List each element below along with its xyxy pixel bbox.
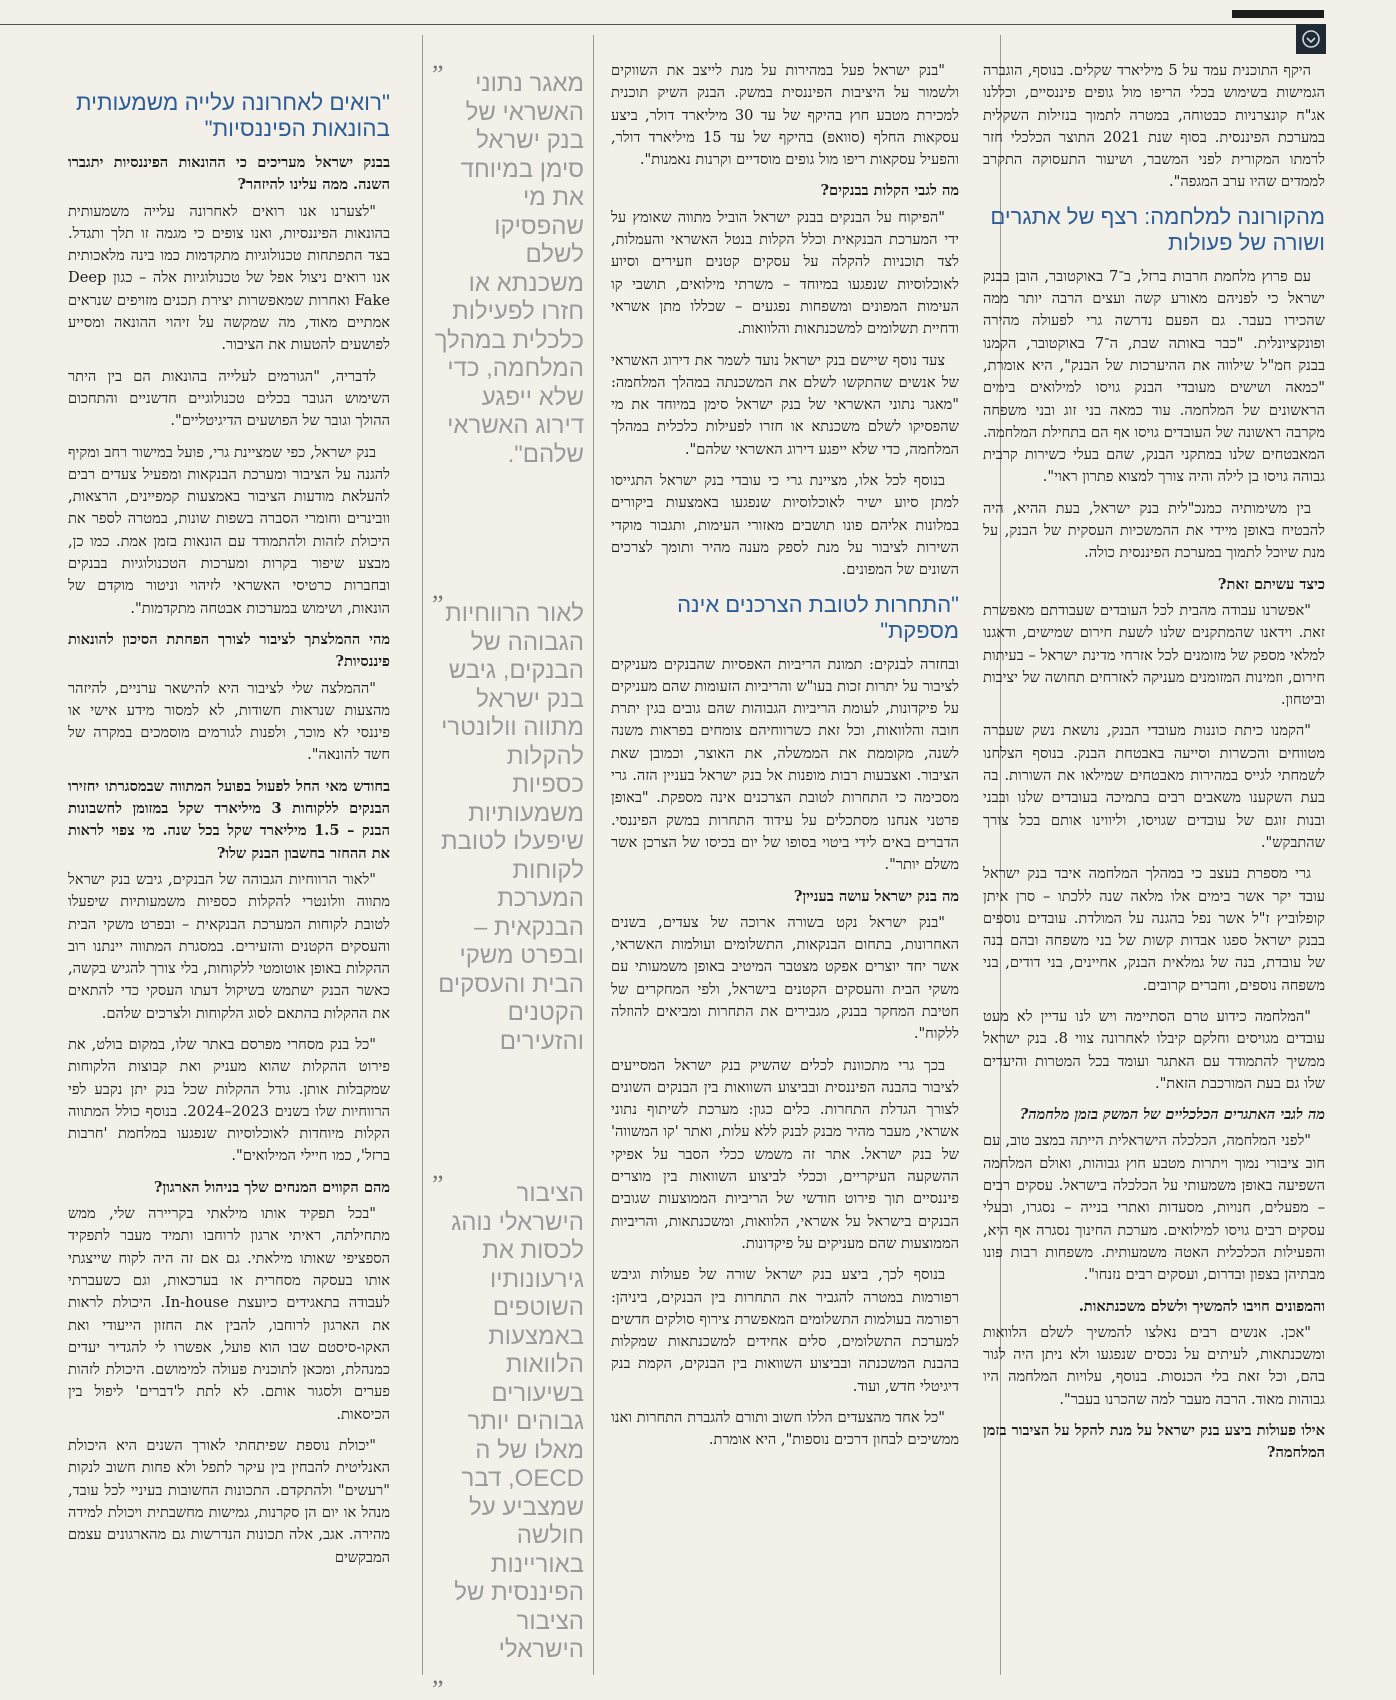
paragraph: "בכל תפקיד אותו מילאתי בקריירה שלי, ממש מתחילתה, ראיתי ארגון לרוחבו ותמיד מעבר לתפקיד הספציפי שאותו מילאתי. גם אם זה היה לקוח שייצגתי אותו בעסקה מסחרית או בערכאות, וגם כשעברתי לעבודה בתאגידים כיועצת In-house. היכולת לראות את הארגון לרוחבו, להבין את החזון הייעודי ואת האקו-סיסטם שבו הוא פועל, אפשרו לי להגדיר יעדים כמנהלת, ומכאן לתוכנית פעולה למימושם. היכולת לזהות פערים ולסגור אותם. לא לתת ל'דברים' ליפול בין הכיסאות. — [68, 1205, 390, 1423]
section-heading: "התחרות לטובת הצרכנים אינה מספקת" — [677, 591, 959, 643]
pull-quote-3 — [432, 1155, 584, 1689]
paragraph: "הקמנו כיתת כוננות מעובדי הבנק, נושאת נשק שעברה מטווחים והכשרות וסייעה באבטחת הבנק. בנוסף הצלחנו לשמחתי לגייס במהירות מאבטחים שמילאו את השורות. בה בעת השקענו משאבים רבים בתמיכה בעובדים שלנו ובבני ובנות זוגם של עובדים שגויסו, וליווינו אותם בכל צורך שהתבקש". — [983, 722, 1325, 851]
interview-question: מהי ההמלצתך לציבור לצורך הפחתת הסיכון להונאות פיננסיות? — [68, 630, 390, 671]
paragraph: בנוסף לכך, ביצע בנק ישראל שורה של פעולות וגיבש רפורמות במטרה להגביר את התחרות בין הבנקים, ביניהן: רפורמה בעולמות התשלומים המאפשרת צירוף סולקים חדשים למערכת התשלומים, סלים אחידים למשכנתאות שמקלות בהבנת המשכנתה ובביצוע השוואות בין הבנקים, הקמת בנק דיגיטלי חדש, ועוד. — [611, 1266, 959, 1395]
paragraph: "לאור הרווחיות הגבוהה של הבנקים, גיבש בנק ישראל מתווה וולונטרי להקלות כספיות משמעותיות שיפעלו לטובת לקוחות המערכת הבנקאית – ובפרט משקי הבית והעסקים הקטנים והזעירים. במסגרת המתווה יינתנו רוב ההקלות באופן אוטומטי ללקוחות, בלי צורך להגיש בקשה, כאשר הבנק ישתמש בשיקול דעתו העסקי כדי להתאים את ההקלות בהתאם לסוג הלקוחות ולצרכים שלהם. — [68, 870, 390, 1022]
pull-quote-2 — [432, 575, 584, 1056]
paragraph: בנק ישראל, כפי שמציינת גרי, פועל במישור רחב ומקיף להגנה על הציבור ומערכת הבנקאות ומפעיל צעדים רבים להעלאת מודעות הציבור באמצעות קמפיינים, הרצאות, וובינרים וחומרי הסברה בשפות שונות, במטרה לספר את היכולת לזהות ולהתמודד עם הונאות בזמן אמת. כמו כן, מבצע שיפור בקרות ומערכות הטכנולוגיות בבנקים ובחברות כרטיסי האשראי לזיהוי וניטור מוקדם של הונאות, ושימוש במערכות אבטחה מתקדמות". — [68, 443, 390, 617]
article-column-2 — [611, 60, 959, 1695]
paragraph: "כל אחד מהצעדים הללו חשוב ותורם להגברת התחרות ואנו ממשיכים לבחון דרכים נוספות", היא אומרת. — [611, 1409, 959, 1449]
interview-question: אילו פעולות ביצע בנק ישראל על מנת להקל על הציבור בזמן המלחמה? — [983, 1422, 1325, 1462]
paragraph: לדבריה, "הגורמים לעלייה בהונאות הם בין היתר השימוש הגובר בכלים טכנולוגיים חדשניים והתחכום ההולך וגובר של הפושעים הדיגיטליים". — [68, 367, 390, 430]
paragraph: בנוסף לכל אלו, מציינת גרי כי עובדי בנק ישראל התגייסו למתן סיוע ישיר לאוכלוסיות שנפגעו באמצעות ביקורים במלונות אליהם פונו תושבים מאזורי העימות, ותגבור מוקדי השירות לציבור על מנת לספק מענה מהיר ותומך לצרכים השונים של המפונים. — [611, 472, 959, 579]
article-column-4 — [68, 60, 390, 1695]
paragraph: "הפיקוח על הבנקים בבנק ישראל הוביל מתווה שאומץ על ידי המערכת הבנקאית וכלל הקלות בנטל האשראי והעמלות, לצד תוכניות להקלה על עסקים קטנים וזעירים וסיוע לאוכלוסיות שנפגעו במיוחד – משרתי מילואים, תושבי קו העימות המפונים ומשפחות נפגעים – שכללו מתן אשראי ודחיית תשלומים למשכנתאות והלוואות. — [611, 208, 959, 338]
interview-question: מה לגבי האתגרים הכלכליים של המשק בזמן מלחמה? — [1019, 1106, 1325, 1124]
pull-quote-2-text: לאור הרווחיות הגבוהה של הבנקים, גיבש בנק ישראל מתווה וולונטרי להקלות כספיות משמעותיות שיפעלו לטובת לקוחות המערכת הבנקאית – ובפרט משקי הבית והעסקים הקטנים והזעירים — [438, 600, 584, 1055]
paragraph: צעד נוסף שיישם בנק ישראל נועד לשמר את דירוג האשראי של אנשים שהתקשו לשלם את המשכנתה במהלך המלחמה: "מאגר נתוני האשראי של בנק ישראל סימן במיוחד את מי שהפסיקו לשלם משכנתא או חזרו לפעילות כלכלית במהלך המלחמה, כדי שלא ייפגע דירוג האשראי שלהם". — [611, 351, 959, 458]
paragraph: "אפשרנו עבודה מהבית לכל העובדים שעבודתם מאפשרת זאת. וידאנו שהמתקנים שלנו לשעת חירום שמישים, ודאגנו למלאי מספק של מזומנים לכל אזרחי מדינת ישראל – בעיתות חירום, וזמינות המזומנים מעניקה לאזרחים תחושה של יציבות וביטחון. — [983, 601, 1325, 709]
paragraph: "יכולת נוספת שפיתחתי לאורך השנים היא היכולת האנליטית להבחין בין עיקר לתפל ולא פחות חשוב לנקות "רעשים" ולהתקדם. התכונות החשובות בעיניי לכל עובד, מנהל או יום הן סקרנות, גמישות מחשבתית ויכולת למידה מהירה. אגב, אלה תכונות הנדרשות גם מהארגונים עצמם המבקשים — [68, 1437, 390, 1566]
interview-question: בבנק ישראל מעריכים כי ההונאות הפיננסיות יתגברו השנה. ממה עלינו להיזהר? — [68, 154, 390, 194]
paragraph: בכך גרי מתכוונת לכלים שהשיק בנק ישראל המסייעים לציבור בהבנה הפיננסית ובביצוע השוואות בין הבנקים השונים לצורך הגדלת התחרות. כלים כגון: מערכת לשיתוף נתוני אשראי, מעבר מהיר מבנק לבנק ללא עלות, ואתר 'קו המשווה' של בנק ישראל. אתר זה משמש ככלי הסבר על אפיקי ההשקעה העיקריים, וככלי לביצוע השוואות בין מוצרים פיננסיים תוך פירוט חודשי של הריביות הממוצעות שגובים הבנקים בישראל על אשראי, הלוואות, ומשכנתאות, והריביות הממוצעות שהם מעניקים על פיקדונות. — [611, 1056, 959, 1252]
interview-question: מהם הקווים המנחים שלך בניהול הארגון? — [153, 1178, 390, 1196]
pull-quote-1 — [432, 45, 584, 469]
paragraph: בין משימותיה כמנכ"לית בנק ישראל, בעת ההיא, היה להבטיח באופן מיידי את ההמשכיות העסקית של הבנק, על מנת שיוכל לתמוך במערכת הפיננסית כולה. — [983, 499, 1325, 562]
interview-question: מה בנק ישראל עושה בעניין? — [793, 887, 959, 905]
brand-logo-icon — [1296, 24, 1326, 54]
interview-question: כיצד עשיתם זאת? — [1217, 575, 1325, 593]
quote-mark-icon: „ — [432, 575, 444, 604]
top-rule — [0, 24, 1325, 25]
interview-question: והמפונים חויבו להמשיך ולשלם משכנתאות. — [1078, 1297, 1325, 1315]
pull-quote-1-text: מאגר נתוני האשראי של בנק ישראל סימן במיוחד את מי שהפסיקו לשלם משכנתא או חזרו לפעילות כלכלית במהלך המלחמה, כדי שלא ייפגע דירוג האשראי שלהם". — [434, 70, 584, 468]
quote-mark-icon: „ — [432, 45, 444, 74]
pull-quote-3-text: הציבור הישראלי נוהג לכסות את גירעונותיו השוטפים באמצעות הלוואות בשיעורים גבוהים יותר מאלו של ה OECD, דבר שמצביע על חולשה באוריינות הפיננסית של הציבור הישראלי — [451, 1180, 584, 1663]
section-heading: "רואים לאחרונה עלייה משמעותית בהונאות הפיננסיות" — [76, 90, 390, 141]
paragraph: "לפני המלחמה, הכלכלה הישראלית הייתה במצב טוב, עם חוב ציבורי נמוך ויתרות מטבע חוץ גבוהות, ואולם המלחמה השפיעה באופן משמעותי על הכלכלה בישראל. עסקים רבים – מפעלים, חנויות, מסעדות ואתרי בנייה – נסגרו, ובעלי עסקים רבים גויסו למילואים. מערכת החינוך נסגרה אף היא, והפעילות הכלכלית האטה משמעותית. משפחות רבות פונו מבתיהן בצפון ובדרום, ועסקים רבים נזנחו". — [983, 1132, 1325, 1284]
paragraph: עם פרוץ מלחמת חרבות ברזל, ב־7 באוקטובר, הובן בבנק ישראל כי לפניהם מאורע קשה ועצים הרבה יותר ממה שהכירו בעבר. גם הפעם נדרשה גרי לפעולה מהירה ופונקציונלית. "כבר באותה שבת, ה־7 באוקטובר, הקמנו בבנק חמ"ל שילווה את ההיערכות של הבנק", היא אומרת, "כמאה ושישים מעובדי הבנק גויסו למילואים בימים הראשונים של המלחמה. עוד כמאה בני זוג ובני משפחה מקרבה ראשונה של העובדים גויסו אף הם בתחילת המלחמה. המאבטחים שלנו במתקני הבנק, שהם בעלי כשירות קרבית גבוהה גויסו בן לילה והיה צורך למצוא פתרון ראוי". — [983, 267, 1325, 486]
quote-mark-icon: „ — [432, 1155, 444, 1184]
paragraph: "בנק ישראל נקט בשורה ארוכה של צעדים, בשנים האחרונות, בתחום הבנקאות, התשלומים ועולמות האשראי, אשר יחד יוצרים אפקט מצטבר המיטיב באופן משמעותי עם משקי הבית והעסקים הקטנים בישראל, ולפי המחקרים של חטיבת המחקר בבנק, מגבירים את התחרות ומביאים להוזלה ללקוח". — [611, 913, 959, 1043]
paragraph: "לצערנו אנו רואים לאחרונה עלייה משמעותית בהונאות הפיננסיות, ואנו צופים כי מגמה זו תלך ותגדל. בצד התפתחות טכנולוגיות מתקדמות כמו בינה מלאכותית אנו רואים ניצול אפל של טכנולוגיות אלה – כגון Deep Fake ואחרות שמאפשרות יצירת תכנים מזויפים שנראים אמתיים מאוד, מה שמקשה על זיהוי ההונאה ומסייע לפושעים להטעות את הציבור. — [68, 202, 390, 354]
header-bar — [1232, 10, 1324, 18]
column-divider — [422, 35, 423, 1675]
column-divider — [593, 35, 594, 1675]
paragraph: גרי מספרת בעצב כי במהלך המלחמה איבד בנק ישראל עובד יקר אשר בימים אלו מלאה שנה ללכתו – סרן איתן קופלוביץ ז"ל אשר נפל בהגנה על המולדת. עובדים נוספים בבנק ישראל ספגו אבדות קשות של בני משפחה ובהם בנה של עובדת, בנה של גמלאית הבנק, אחיינים, בני דודים, בני משפחה נוספים, וחברים קרובים. — [983, 865, 1325, 994]
interview-question: בחודש מאי החל לפעול בפועל המתווה שבמסגרתו יחזירו הבנקים ללקוחות 3 מיליארד שקל במזומן לחשבונות הבנק – 1.5 מיליארד שקל בכל שנה. מי צפוי לראות את ההחזר בחשבון הבנק שלו? — [68, 777, 390, 862]
paragraph: "המלחמה כידוע טרם הסתיימה ויש לנו עדיין לא מעט עובדים מגויסים וחלקם קיבלו לאחרונה צווי 8. בנק ישראל ממשיך להתמודד עם האתגר ועומד בכל המטרות והיעדים שלו גם בעת המורכבת הזאת". — [983, 1007, 1325, 1092]
paragraph: היקף התוכנית עמד על 5 מיליארד שקלים. בנוסף, הוגברה הגמישות בשימוש בכלי הריפו מול גופים פיננסיים, וכללנו אג"ח קונצרניות כבטוחה, במטרה לתמוך בנזילות השקלית במערכת הפיננסית. בסוף שנת 2021 התוצר הכלכלי חזר לרמתו המקורית לפני המשבר, ושיעור התעסוקה התקרב לממדים שהיו ערב המגפה". — [983, 62, 1325, 191]
paragraph: ובחזרה לבנקים: תמונת הריביות האפסיות שהבנקים מעניקים לציבור על יתרות זכות בעו"ש והריביות הזעומות שהם מעניקים על פיקדונות, לעומת הריביות הגבוהות שהם גובים בגין יתרת חובה והלוואות, וכל זאת כשרווחיהם צומחים בפראות משנה לשנה, מקוממת את הממשלה, את האוצר, וכמובן שאת הציבור. ואצבעות רבות מופנות אל בנק ישראל בעניין הזה. גרי מסכימה כי התחרות לטובת הצרכנים אינה מספקת. "באופן פרטני אנחנו מסתכלים על עידוד התחרות במשק הפיננסי. הדברים באים לידי ביטוי בסופו של יום בכיסו של הצרכן אשר משלם יותר". — [611, 655, 959, 874]
article-column-1 — [983, 60, 1325, 1695]
paragraph: "כל בנק מסחרי מפרסם באתר שלו, במקום בולט, את פירוט ההקלות שהוא מעניק ואת קבוצות הלקוחות שמקבלות אותן. גודל ההקלות שכל בנק יתן נקבע לפי הרווחיות שלו בשנים 2023–2024. בנוסף כולל המתווה הקלות מיוחדות לאוכלוסיות שנפגעו במלחמת 'חרבות ברזל', כמו חיילי המילואים". — [68, 1035, 390, 1165]
interview-question: מה לגבי הקלות בבנקים? — [820, 182, 959, 200]
paragraph: "בנק ישראל פעל במהירות על מנת לייצב את השווקים ולשמור על היציבות הפיננסית במשק. הבנק השיק תוכנית למכירת מטבע חוץ בהיקף של עד 30 מיליארד דולר, ביצע עסקאות החלף (סוואפ) בהיקף של עד 15 מיליארד דולר, והפעיל עסקאות ריפו מול גופים מוסדיים וקרנות נאמנות". — [611, 62, 959, 169]
paragraph: "אכן. אנשים רבים נאלצו להמשיך לשלם הלוואות ומשכנתאות, לעיתים על נכסים שנפגעו ולא ניתן היה לגור בהם, וכל זאת בלי הכנסות. בנוסף, עלויות המלחמה היו גבוהות מאוד. הרבה מעבר למה שהכרנו בעבר". — [983, 1323, 1325, 1408]
section-heading: מהקורונה למלחמה: רצף של אתגרים ושורה של פעולות — [990, 203, 1325, 255]
paragraph: "ההמלצה שלי לציבור היא להישאר ערניים, להיזהר מהצעות שנראות חשודות, לא למסור מידע אישי או פיננסי לא מוכר, ולפנות לגורמים מוסמכים במקרה של חשד להונאה". — [68, 679, 390, 764]
quote-mark-icon: „ — [432, 1659, 444, 1689]
